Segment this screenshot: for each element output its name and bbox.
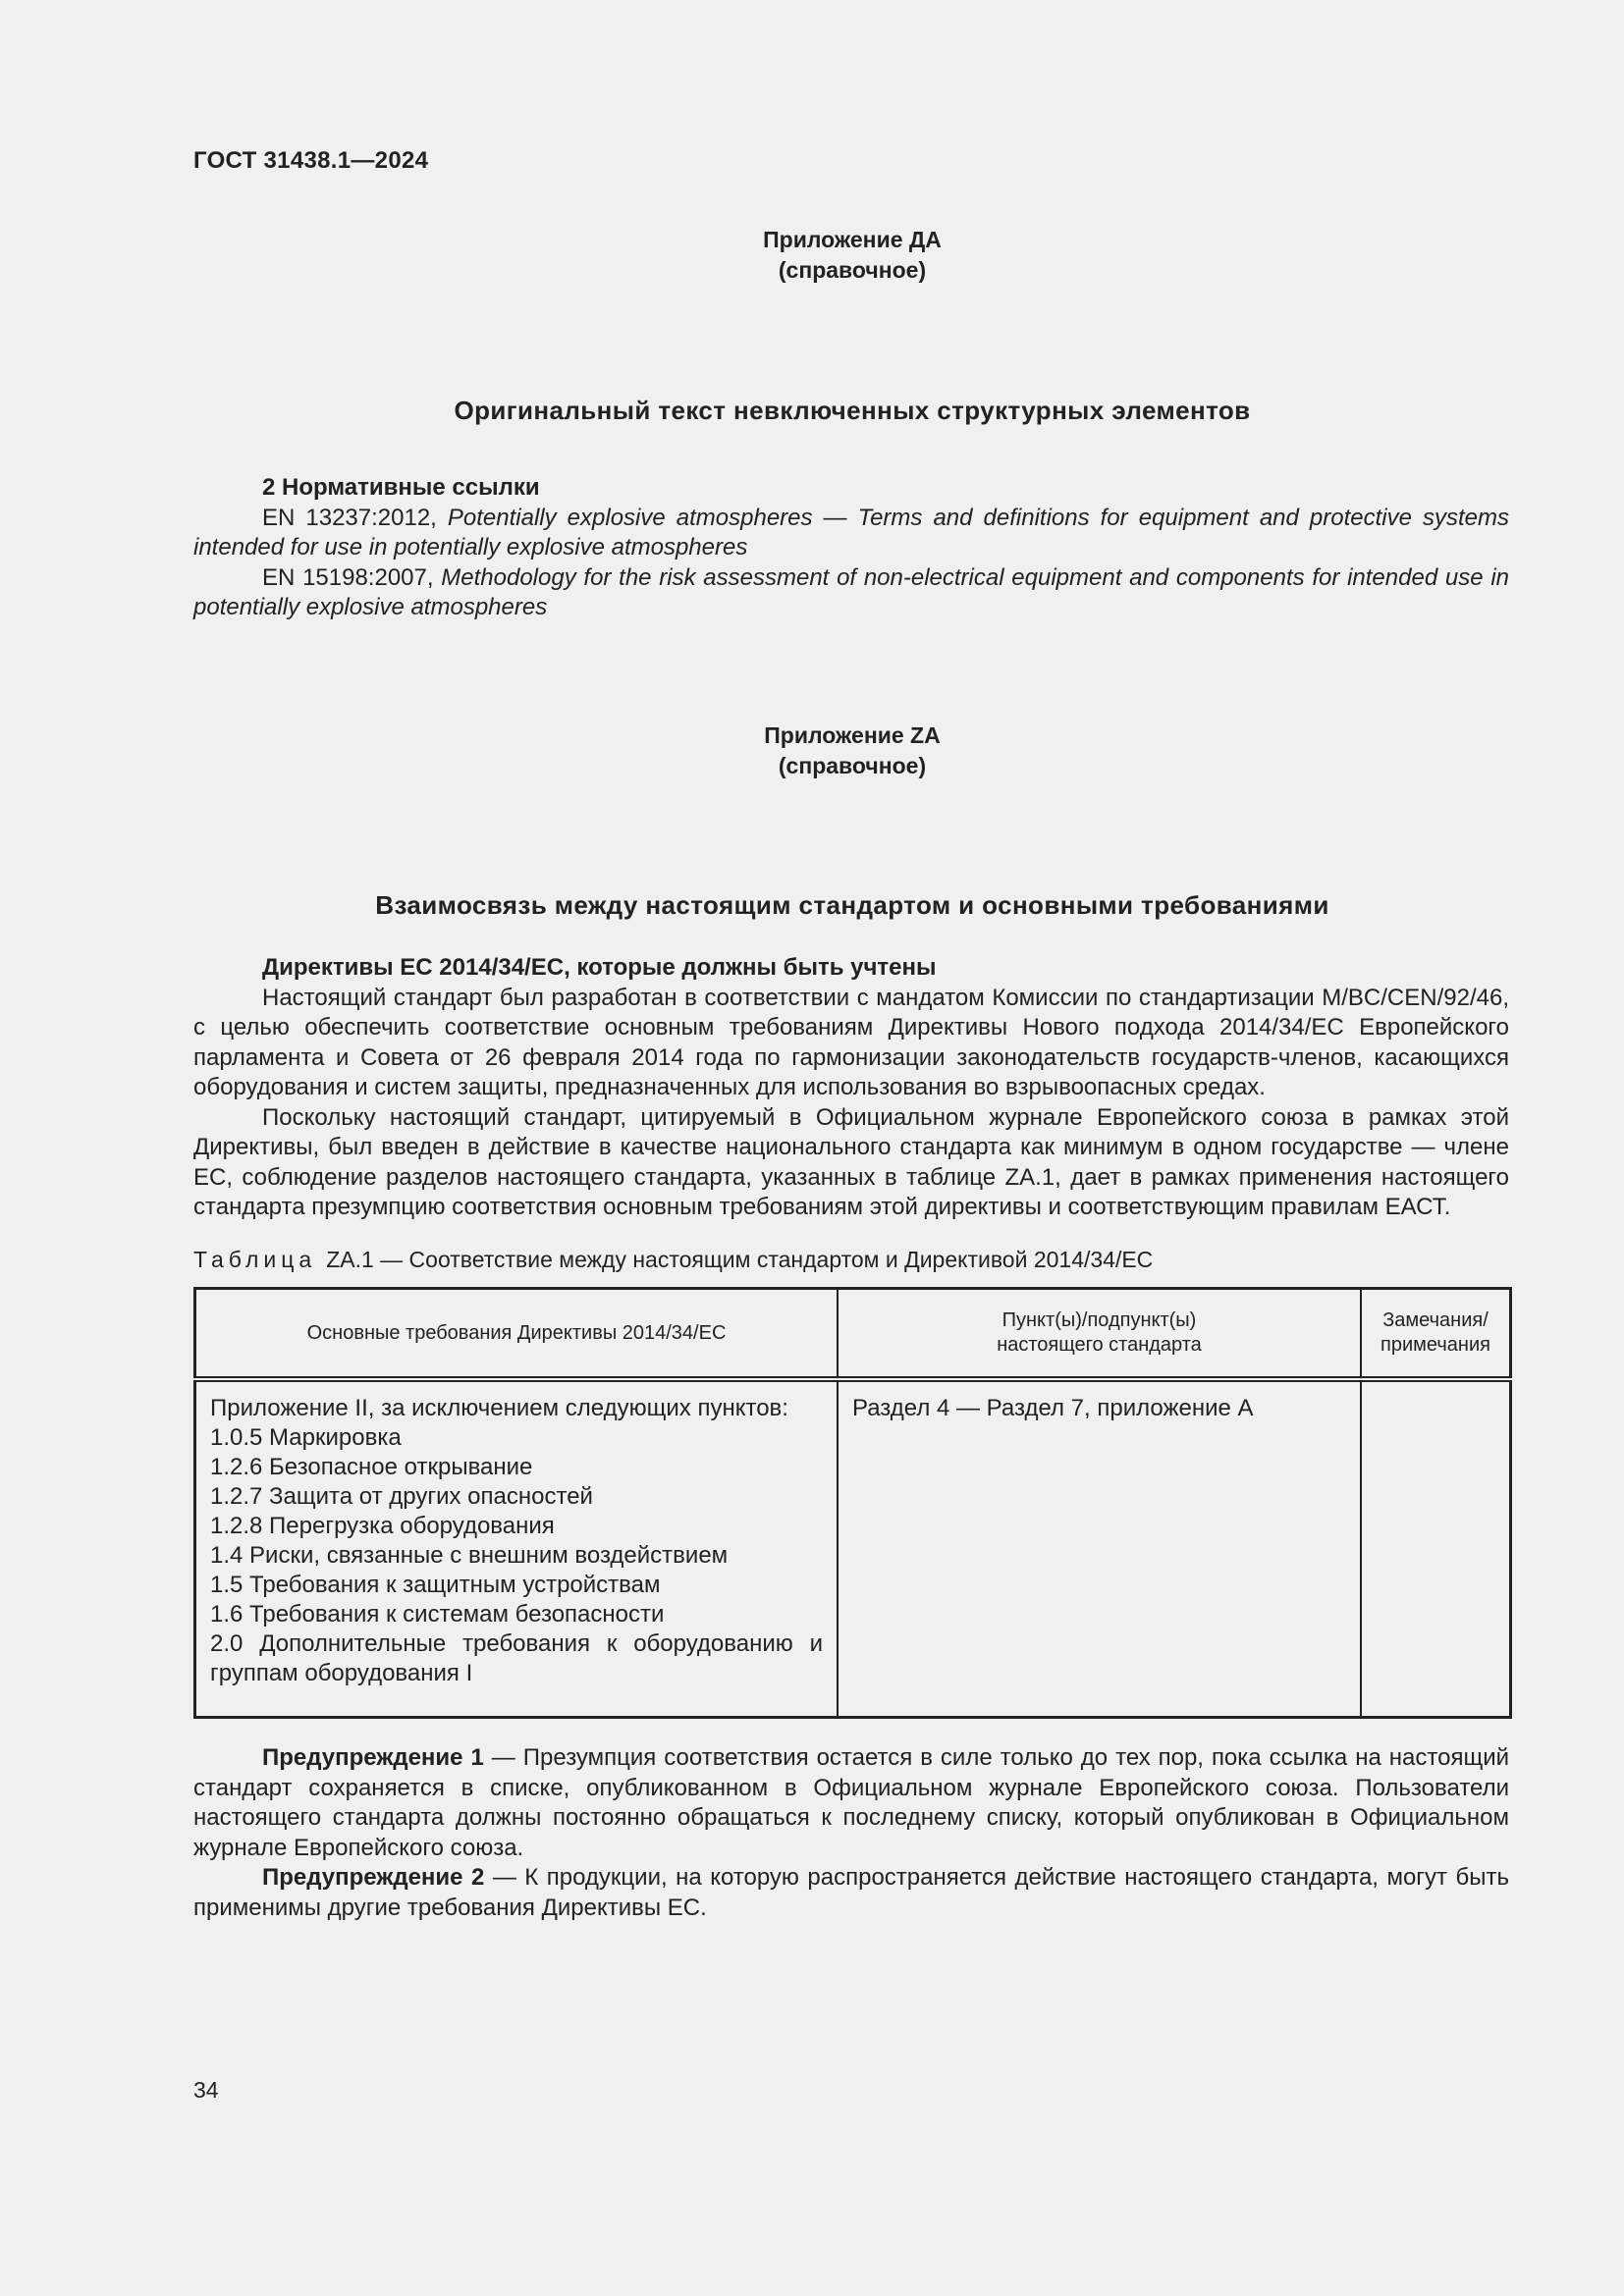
annex-za-type: (справочное) (778, 753, 927, 778)
reference-code: EN 15198:2007, (262, 563, 442, 591)
annex-da-title: Приложение ДА (763, 227, 942, 252)
requirement-item: 2.0 Дополнительные требования к оборудованию и группам оборудования I (210, 1630, 823, 1686)
warnings-block (193, 1743, 1509, 1923)
header-clauses: Пункт(ы)/подпункт(ы) настоящего стандарта (838, 1289, 1361, 1380)
requirement-item: 1.4 Риски, связанные с внешним воздействием (210, 1542, 729, 1569)
body-paragraph: Настоящий стандарт был разработан в соответствии с мандатом Комиссии по стандартизации M/BC/CEN/92/46, с целью обеспечить соответствие основным требованиям Директивы Нового подхода 2014/34/ЕС Европейского парламента и Совета от 26 февраля 2014 года по гармонизации законодательств государств-членов, касающихся оборудования и систем защиты, предназначенных для использования во взрывоопасных средах. (193, 984, 1509, 1100)
section-heading: 2 Нормативные ссылки (262, 474, 540, 501)
warning-text: — К продукции, на которую распространяется действие настоящего стандарта, могут быть применимы другие требования Директивы ЕС. (193, 1864, 1510, 1921)
annex-za-heading: Взаимосвязь между настоящим стандартом и основными требованиями (375, 890, 1329, 920)
reference-code: EN 13237:2012, (262, 504, 448, 531)
requirements-cell (195, 1379, 839, 1718)
clauses-cell: Раздел 4 — Раздел 7, приложение А (838, 1379, 1361, 1718)
requirement-item: 1.5 Требования к защитным устройствам (210, 1572, 661, 1598)
reference-item (193, 504, 1509, 563)
requirement-item: 1.6 Требования к системам безопасности (210, 1601, 665, 1628)
header-requirements: Основные требования Директивы 2014/34/ЕС (195, 1289, 839, 1380)
reference-title: Potentially explosive atmospheres — Terms and definitions for equipment and protective systems intended for use in potentially explosive atmospheres (193, 504, 1510, 561)
remarks-cell (1361, 1379, 1511, 1718)
requirement-item: 1.2.8 Перегрузка оборудования (210, 1513, 555, 1539)
header-remarks: Замечания/ примечания (1361, 1289, 1511, 1380)
requirement-item: 1.2.6 Безопасное открывание (210, 1454, 533, 1480)
annex-za-header (193, 721, 1511, 781)
annex-za-title: Приложение ZA (764, 722, 941, 748)
warning-label: Предупреждение 1 (262, 1744, 484, 1771)
reference-item (193, 563, 1509, 623)
requirements-intro: Приложение II, за исключением следующих пунктов: (210, 1395, 788, 1421)
table-header-row (195, 1289, 1511, 1380)
annex-da-type: (справочное) (778, 257, 927, 283)
annex-da-heading: Оригинальный текст невключенных структурных элементов (454, 396, 1251, 425)
warning-text: — Презумпция соответствия остается в силе только до тех пор, пока ссылка на настоящий стандарт сохраняется в списке, опубликованном в Официальном журнале Европейского союза. Пользователи настоящего стандарта должны постоянно обращаться к последнему списку, который опубликован в Официальном журнале Европейского союза. (193, 1744, 1510, 1861)
requirement-item: 1.2.7 Защита от других опасностей (210, 1483, 593, 1510)
document-code: ГОСТ 31438.1—2024 (193, 147, 429, 174)
reference-title: Methodology for the risk assessment of non-electrical equipment and components for intended use in potentially explosive atmospheres (193, 563, 1509, 620)
requirements-table (193, 1287, 1512, 1719)
warning-paragraph (193, 1863, 1509, 1923)
table-caption (193, 1247, 1153, 1273)
page-number: 34 (193, 2077, 219, 2103)
annex-za-subheading: Директивы ЕС 2014/34/ЕС, которые должны быть учтены (262, 954, 937, 981)
table-row (195, 1379, 1511, 1718)
table-caption-prefix: Таблица (193, 1247, 317, 1272)
annex-da-header (193, 225, 1511, 286)
annex-za-body (193, 953, 1509, 1223)
warning-paragraph (193, 1743, 1509, 1863)
warning-label: Предупреждение 2 (262, 1864, 485, 1891)
requirement-item: 1.0.5 Маркировка (210, 1424, 402, 1451)
normative-references (193, 473, 1509, 623)
body-paragraph: Поскольку настоящий стандарт, цитируемый в Официальном журнале Европейского союза в рамках этой Директивы, был введен в действие в качестве национального стандарта как минимум в одном государстве — члене ЕС, соблюдение разделов настоящего стандарта, указанных в таблице ZA.1, дает в рамках применения настоящего стандарта презумпцию соответствия основным требованиям этой директивы и соответствующим правилам ЕАСТ. (193, 1103, 1509, 1220)
table-caption-text: ZA.1 — Соответствие между настоящим стандартом и Директивой 2014/34/ЕС (326, 1247, 1154, 1272)
